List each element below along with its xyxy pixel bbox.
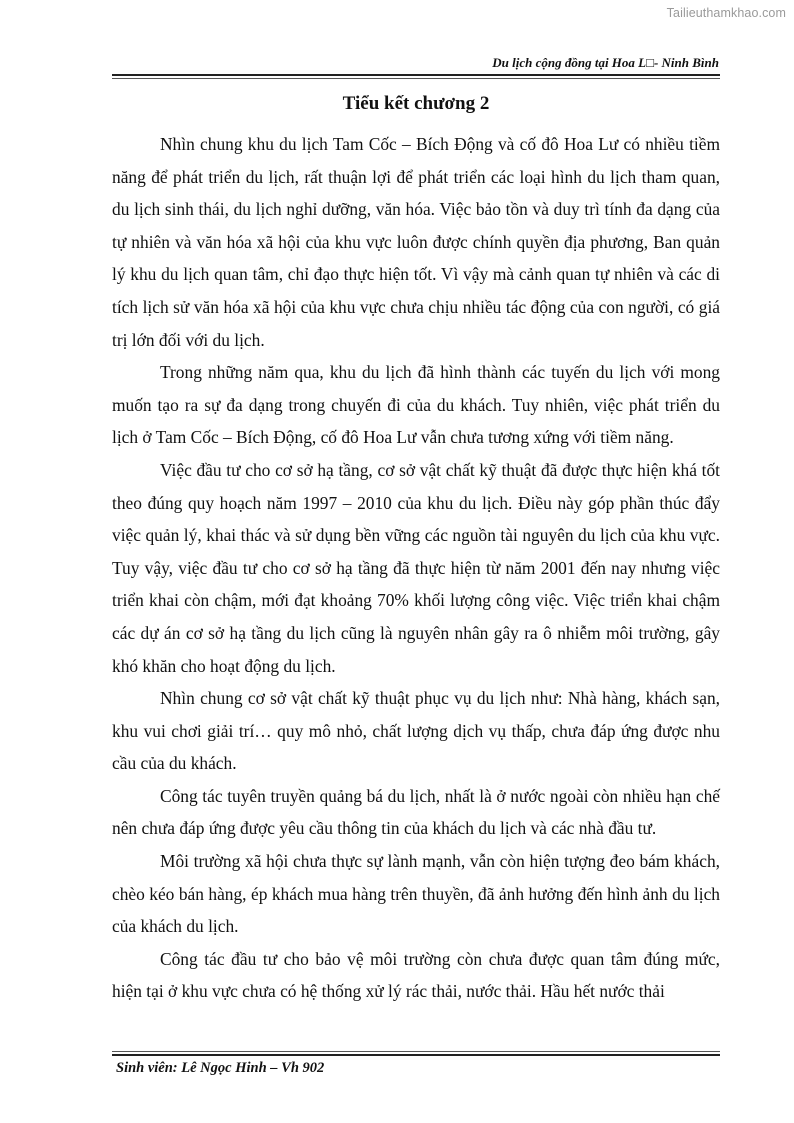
running-header: Du lịch cộng đồng tại Hoa L□- Ninh Bình xyxy=(492,55,719,70)
footer-rule-thin xyxy=(112,1051,720,1052)
paragraph: Nhìn chung khu du lịch Tam Cốc – Bích Động và cố đô Hoa Lư có nhiều tiềm năng để phát triển du lịch, rất thuận lợi để phát triển các loại hình du lịch tham quan, du lịch sinh thái, du lịch nghỉ dưỡng, văn hóa. Việc bảo tồn và duy trì tính đa dạng của tự nhiên và văn hóa xã hội của khu vực luôn được chính quyền địa phương, Ban quản lý khu du lịch quan tâm, chỉ đạo thực hiện tốt. Vì vậy mà cảnh quan tự nhiên và các di tích lịch sử văn hóa xã hội của khu vực chưa chịu nhiều tác động của con người, có giá trị lớn đối với du lịch. xyxy=(112,134,720,350)
paragraph: Môi trường xã hội chưa thực sự lành mạnh, vẫn còn hiện tượng đeo bám khách, chèo kéo bán hàng, ép khách mua hàng trên thuyền, đã ảnh hưởng đến hình ảnh du lịch của khách du lịch. xyxy=(112,851,720,937)
chapter-title: Tiểu kết chương 2 xyxy=(342,93,490,114)
header-rule xyxy=(112,74,720,76)
watermark-text: Tailieuthamkhao.com xyxy=(666,6,786,20)
document-body xyxy=(112,128,720,1008)
paragraph: Công tác tuyên truyền quảng bá du lịch, nhất là ở nước ngoài còn nhiều hạn chế nên chưa đáp ứng được yêu cầu thông tin của khách du lịch và các nhà đầu tư. xyxy=(112,785,720,839)
paragraph: Nhìn chung cơ sở vật chất kỹ thuật phục vụ du lịch như: Nhà hàng, khách sạn, khu vui chơi giải trí… quy mô nhỏ, chất lượng dịch vụ thấp, chưa đáp ứng được nhu cầu của du khách. xyxy=(112,688,720,774)
paragraph: Việc đầu tư cho cơ sở hạ tầng, cơ sở vật chất kỹ thuật đã được thực hiện khá tốt theo đúng quy hoạch năm 1997 – 2010 của khu du lịch. Điều này góp phần thúc đẩy việc quản lý, khai thác và sử dụng bền vững các nguồn tài nguyên du lịch của khu vực. Tuy vậy, việc đầu tư cho cơ sở hạ tầng đã thực hiện từ năm 2001 đến nay nhưng việc triển khai còn chậm, mới đạt khoảng 70% khối lượng công việc. Việc triển khai chậm các dự án cơ sở hạ tầng du lịch cũng là nguyên nhân gây ra ô nhiễm môi trường, gây khó khăn cho hoạt động du lịch. xyxy=(112,459,720,676)
paragraph: Trong những năm qua, khu du lịch đã hình thành các tuyến du lịch với mong muốn tạo ra sự đa dạng trong chuyến đi của du khách. Tuy nhiên, việc phát triển du lịch ở Tam Cốc – Bích Động, cố đô Hoa Lư vẫn chưa tương xứng với tiềm năng. xyxy=(112,362,720,448)
paragraph: Công tác đầu tư cho bảo vệ môi trường còn chưa được quan tâm đúng mức, hiện tại ở khu vực chưa có hệ thống xử lý rác thải, nước thải. Hầu hết nước thải xyxy=(112,948,720,1002)
header-rule-thin xyxy=(112,78,720,79)
footer-student-name: Sinh viên: Lê Ngọc Hinh – Vh 902 xyxy=(116,1060,325,1076)
footer-rule xyxy=(112,1054,720,1056)
